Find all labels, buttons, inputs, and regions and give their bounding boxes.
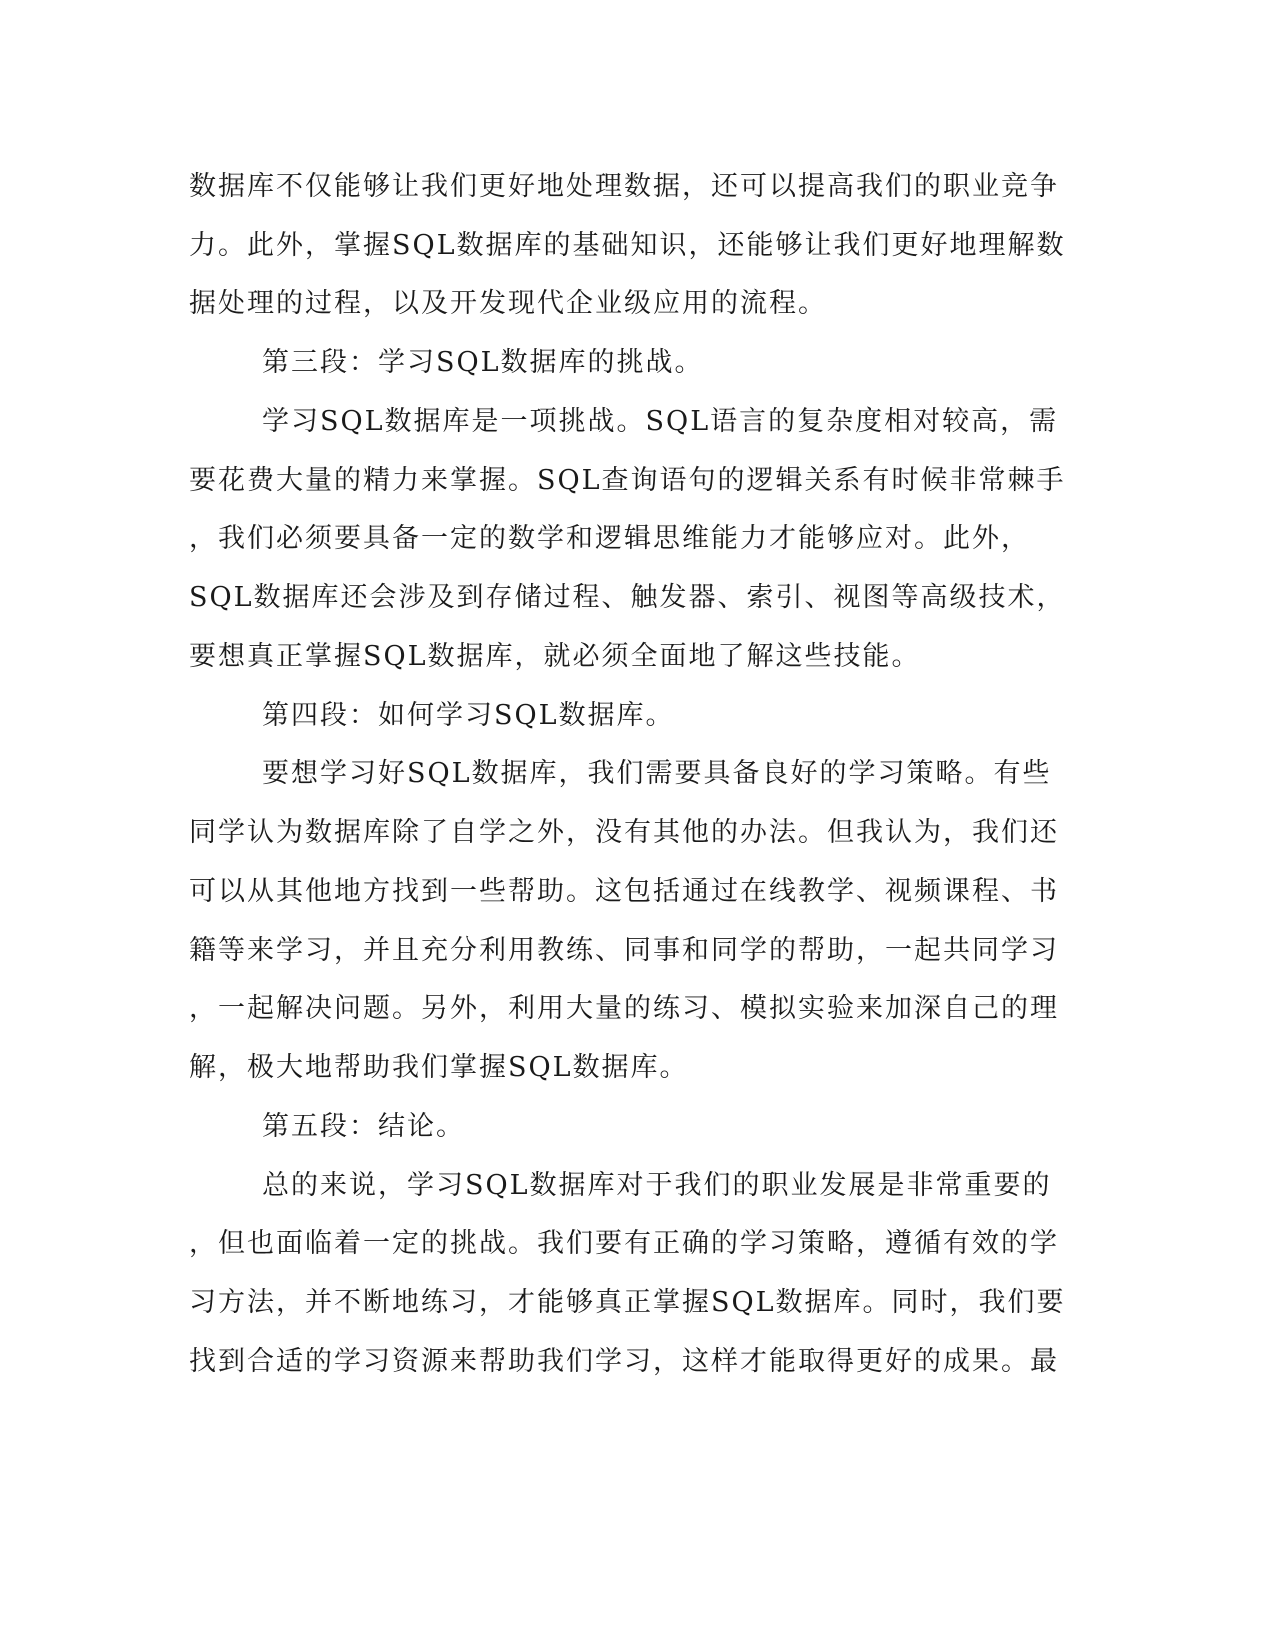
section-heading: 第三段：学习SQL数据库的挑战。	[262, 347, 704, 378]
body-text-line: 同学认为数据库除了自学之外，没有其他的办法。但我认为，我们还	[189, 817, 1059, 848]
body-text-line: ，但也面临着一定的挑战。我们要有正确的学习策略，遵循有效的学	[189, 1228, 1059, 1259]
body-text-line: ，我们必须要具备一定的数学和逻辑思维能力才能够应对。此外，	[189, 523, 1030, 554]
body-text-line: 要想真正掌握SQL数据库，就必须全面地了解这些技能。	[189, 641, 921, 672]
section-heading: 第五段：结论。	[262, 1111, 465, 1142]
body-text-line: 数据库不仅能够让我们更好地处理数据，还可以提高我们的职业竞争	[189, 171, 1059, 202]
body-text-line: 可以从其他地方找到一些帮助。这包括通过在线教学、视频课程、书	[189, 876, 1059, 907]
body-text-line: 总的来说，学习SQL数据库对于我们的职业发展是非常重要的	[262, 1170, 1052, 1201]
body-text-line: 据处理的过程，以及开发现代企业级应用的流程。	[189, 288, 827, 319]
body-text-line: ，一起解决问题。另外，利用大量的练习、模拟实验来加深自己的理	[189, 993, 1059, 1024]
body-text-line: 学习SQL数据库是一项挑战。SQL语言的复杂度相对较高，需	[262, 406, 1059, 437]
section-heading: 第四段：如何学习SQL数据库。	[262, 700, 675, 731]
body-text-line: 解，极大地帮助我们掌握SQL数据库。	[189, 1052, 689, 1083]
body-text-line: 力。此外，掌握SQL数据库的基础知识，还能够让我们更好地理解数	[189, 230, 1066, 261]
body-text-line: 籍等来学习，并且充分利用教练、同事和同学的帮助，一起共同学习	[189, 935, 1059, 966]
body-text-line: 找到合适的学习资源来帮助我们学习，这样才能取得更好的成果。最	[189, 1346, 1059, 1377]
body-text-line: SQL数据库还会涉及到存储过程、触发器、索引、视图等高级技术，	[189, 582, 1066, 613]
body-text-line: 要想学习好SQL数据库，我们需要具备良好的学习策略。有些	[262, 758, 1052, 789]
body-text-line: 习方法，并不断地练习，才能够真正掌握SQL数据库。同时，我们要	[189, 1287, 1066, 1318]
body-text-line: 要花费大量的精力来掌握。SQL查询语句的逻辑关系有时候非常棘手	[189, 465, 1066, 496]
